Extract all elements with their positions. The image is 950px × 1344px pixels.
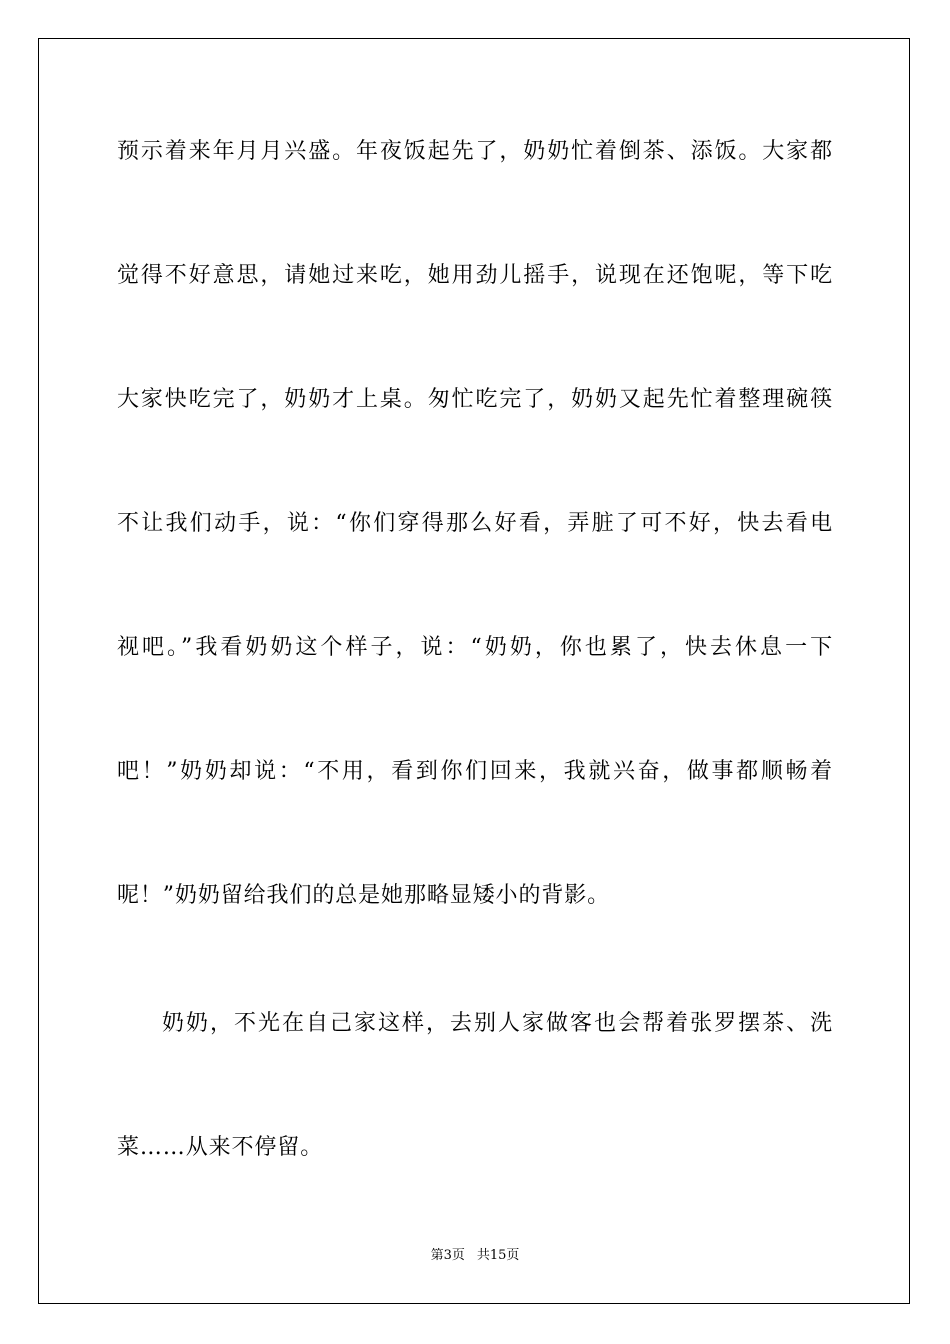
page-footer [0, 1247, 950, 1265]
text-line-8: 奶奶，不光在自己家这样，去别人家做客也会帮着张罗摆茶、洗 [162, 1011, 833, 1036]
text-line-3: 大家快吃完了，奶奶才上桌。匆忙吃完了，奶奶又起先忙着整理碗筷 [117, 387, 833, 412]
text-line-9: 菜……从来不停留。 [117, 1135, 324, 1160]
page-total: 共15页 [476, 1248, 520, 1263]
text-line-7: 呢！”奶奶留给我们的总是她那略显矮小的背影。 [117, 883, 611, 908]
text-line-4: 不让我们动手，说：“你们穿得那么好看，弄脏了可不好，快去看电 [117, 511, 833, 536]
page-border [38, 38, 910, 1304]
page-number: 第3页 [430, 1248, 465, 1263]
text-line-6: 吧！”奶奶却说：“不用，看到你们回来，我就兴奋，做事都顺畅着 [117, 759, 833, 784]
text-line-5: 视吧。”我看奶奶这个样子，说：“奶奶，你也累了，快去休息一下 [117, 635, 833, 660]
text-line-2: 觉得不好意思，请她过来吃，她用劲儿摇手，说现在还饱呢，等下吃 [117, 263, 833, 288]
text-line-1: 预示着来年月月兴盛。年夜饭起先了，奶奶忙着倒茶、添饭。大家都 [117, 139, 833, 164]
